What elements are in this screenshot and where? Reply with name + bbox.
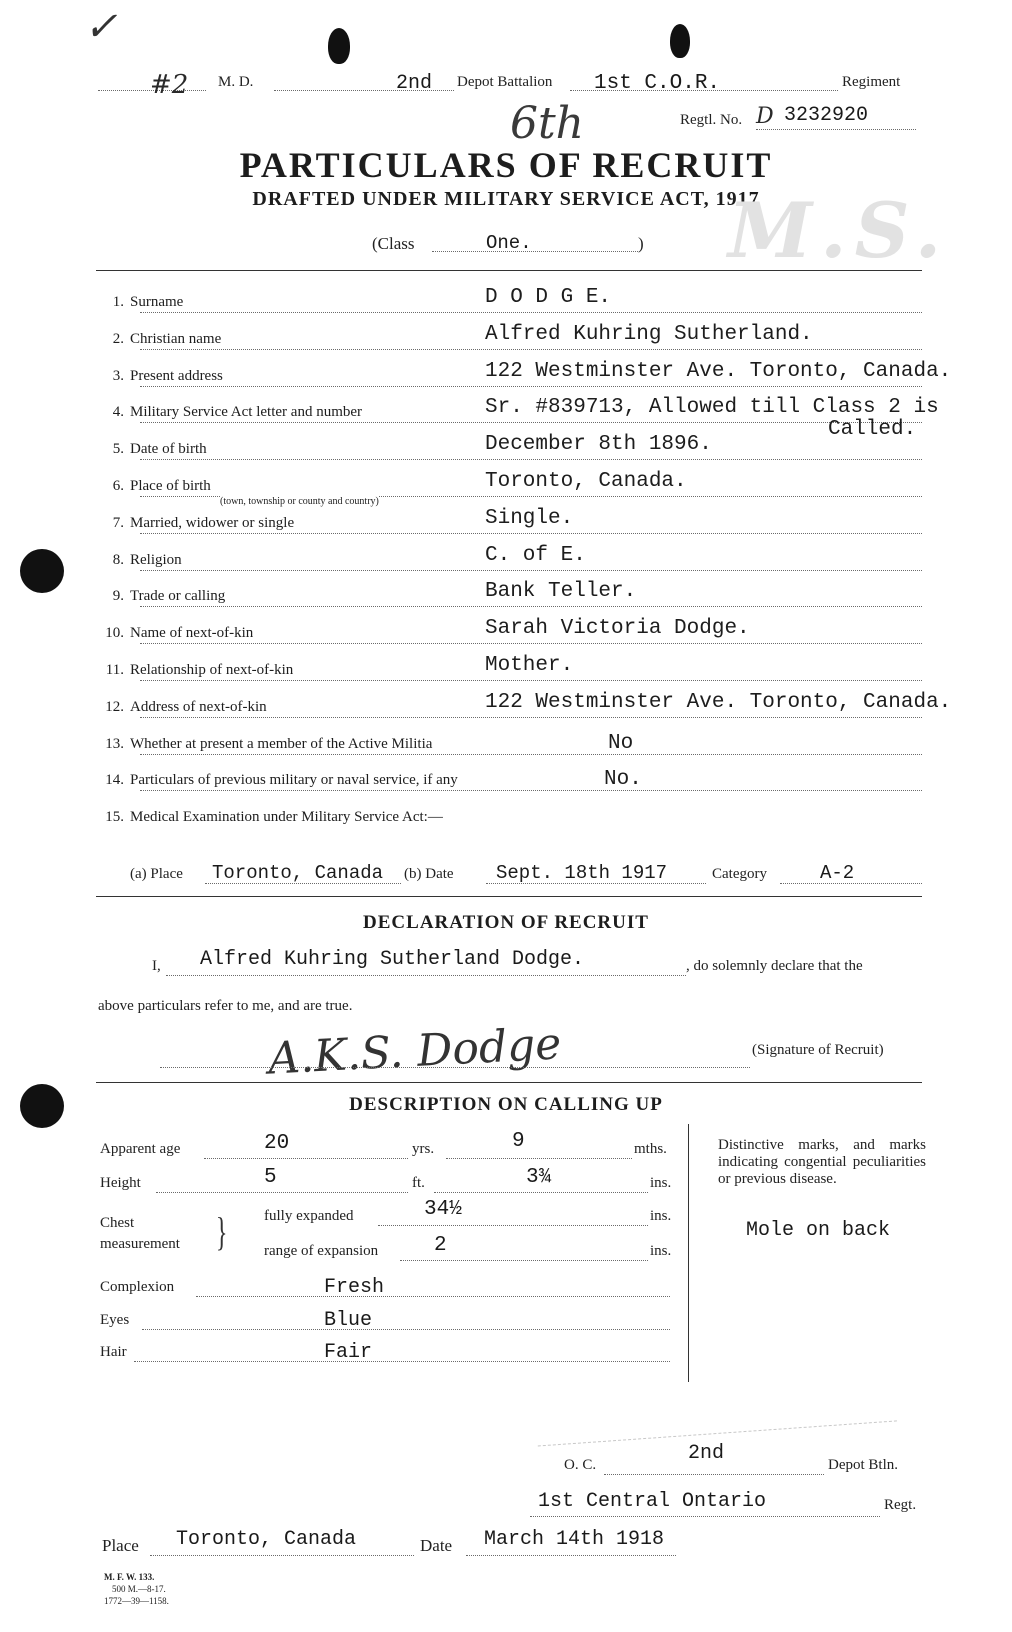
hair-dotted-line	[134, 1361, 670, 1362]
regiment-value: 1st C.O.R.	[594, 72, 721, 95]
field-dotted-line	[140, 754, 922, 755]
field-label	[98, 552, 184, 569]
field-label	[98, 441, 209, 458]
medical-date-label: (b) Date	[404, 866, 454, 882]
field-label	[98, 331, 223, 348]
field-dotted-line	[140, 422, 922, 423]
field-label-text: Name of next-of-kin	[130, 625, 254, 641]
md-label: M. D.	[218, 74, 254, 90]
field-dotted-line	[140, 349, 922, 350]
height-in-dotted-line	[434, 1192, 648, 1193]
declaration-rule	[96, 1082, 922, 1083]
footer-place-dotted-line	[150, 1555, 414, 1556]
medical-date-value: Sept. 18th 1917	[496, 862, 668, 884]
field-label-text: Present address	[130, 368, 223, 384]
ft-label: ft.	[412, 1175, 425, 1191]
field-label	[98, 478, 213, 495]
footer-place-value: Toronto, Canada	[176, 1528, 357, 1551]
field-label-text: Particulars of previous military or naval service, if any	[130, 772, 458, 788]
height-ft-dotted-line	[156, 1192, 408, 1193]
corner-check-mark: ✓	[84, 4, 118, 50]
field-value: Toronto, Canada.	[485, 470, 687, 493]
field-number: 14.	[105, 772, 124, 788]
field-label	[98, 736, 434, 753]
age-months: 9	[512, 1130, 525, 1153]
field-label-text: Relationship of next-of-kin	[130, 662, 294, 678]
header-rule	[96, 270, 922, 271]
medical-category-label: Category	[712, 866, 767, 882]
medical-place-label: (a) Place	[130, 866, 183, 882]
declaration-line2: above particulars refer to me, and are true.	[98, 998, 353, 1014]
chest-brace: }	[215, 1209, 228, 1254]
field-number: 2.	[112, 331, 124, 347]
medical-rule	[96, 896, 922, 897]
footer-date-dotted-line	[466, 1555, 676, 1556]
hair-label: Hair	[100, 1344, 127, 1360]
age-years: 20	[264, 1132, 290, 1155]
officer-regt-dotted-line	[530, 1516, 880, 1517]
fully-label: fully expanded	[264, 1208, 354, 1224]
field-value: Alfred Kuhring Sutherland.	[485, 323, 813, 346]
field-dotted-line	[140, 606, 922, 607]
field-value: Sarah Victoria Dodge.	[485, 617, 750, 640]
field-label-text: Married, widower or single	[130, 515, 295, 531]
declaration-prefix: I,	[152, 958, 161, 974]
oc-label: O. C.	[564, 1457, 597, 1473]
regtl-dotted-line	[756, 129, 916, 130]
field-value: C. of E.	[485, 544, 586, 567]
field-dotted-line	[140, 680, 922, 681]
field-number: 8.	[112, 552, 124, 568]
age-months-dotted-line	[446, 1158, 632, 1159]
field-label-text: Trade or calling	[130, 588, 226, 604]
field-label	[98, 588, 227, 605]
declaration-name: Alfred Kuhring Sutherland Dodge.	[200, 948, 585, 971]
form-line3: 1772—39—1158.	[104, 1596, 169, 1606]
field-label	[98, 772, 460, 789]
field-value: No.	[604, 768, 642, 791]
field-label-text: Medical Examination under Military Service Act:—	[130, 809, 443, 825]
complexion-label: Complexion	[100, 1279, 175, 1295]
faded-stamp: M.S.	[728, 186, 950, 275]
officer-scribble	[535, 1381, 897, 1446]
regtl-label: Regtl. No.	[680, 112, 743, 128]
regiment-label: Regiment	[842, 74, 901, 90]
ins-label-fully: ins.	[650, 1208, 672, 1224]
field-number: 9.	[112, 588, 124, 604]
field-dotted-line	[140, 533, 922, 534]
footer-date-label: Date	[420, 1536, 453, 1555]
yrs-label: yrs.	[412, 1141, 435, 1157]
field-label-text: Religion	[130, 552, 182, 568]
ink-blot-left	[328, 28, 350, 64]
mths-label: mths.	[634, 1141, 667, 1157]
medical-place-value: Toronto, Canada	[212, 862, 384, 884]
field-label-text: Whether at present a member of the Active Militia	[130, 736, 433, 752]
eyes-value: Blue	[324, 1309, 373, 1332]
age-label: Apparent age	[100, 1141, 181, 1157]
field-dotted-line	[140, 459, 922, 460]
field-label	[98, 625, 255, 642]
field-value: D O D G E.	[485, 286, 612, 309]
complexion-value: Fresh	[324, 1276, 385, 1299]
field-label	[98, 515, 296, 532]
hair-value: Fair	[324, 1341, 373, 1364]
field-value: No	[608, 732, 634, 755]
field-value-continued: Called.	[828, 418, 917, 441]
height-ft: 5	[264, 1166, 277, 1189]
depot-value: 2nd	[396, 72, 433, 95]
field-label	[98, 404, 364, 421]
officer-depot-value: 2nd	[688, 1442, 725, 1465]
field-value: Mother.	[485, 654, 574, 677]
field-value: December 8th 1896.	[485, 433, 712, 456]
field-value: 122 Westminster Ave. Toronto, Canada.	[485, 360, 952, 383]
officer-regt-label: Regt.	[884, 1497, 917, 1513]
range-value: 2	[434, 1234, 447, 1257]
field-number: 15.	[105, 809, 124, 825]
signature: A.K.S. Dodge	[266, 1018, 563, 1085]
fully-value: 34½	[424, 1198, 462, 1221]
field-number: 12.	[105, 699, 124, 715]
field-label-text: Address of next-of-kin	[130, 699, 267, 715]
field-label	[98, 294, 185, 311]
field-number: 11.	[105, 662, 124, 678]
field-number: 10.	[105, 625, 124, 641]
margin-note: 6th	[510, 98, 585, 149]
complexion-dotted-line	[196, 1296, 670, 1297]
medical-category-value: A-2	[820, 862, 855, 884]
field-label-text: Date of birth	[130, 441, 207, 457]
officer-depot-label: Depot Btln.	[828, 1457, 898, 1473]
signature-dotted-line	[160, 1067, 750, 1068]
depot-label: Depot Battalion	[457, 74, 553, 90]
field-number: 1.	[112, 294, 124, 310]
class-label-close: )	[638, 234, 644, 253]
field-number: 3.	[112, 368, 124, 384]
field-value: Sr. #839713, Allowed till Class 2 is	[485, 396, 939, 419]
form-title: PARTICULARS OF RECRUIT	[239, 145, 773, 185]
range-dotted-line	[400, 1260, 648, 1261]
field-sublabel: (town, township or county and country)	[220, 496, 379, 507]
field-label-text: Christian name	[130, 331, 222, 347]
field-value: 122 Westminster Ave. Toronto, Canada.	[485, 691, 952, 714]
field-number: 13.	[105, 736, 124, 752]
ins-label-range: ins.	[650, 1243, 672, 1259]
form-code: M. F. W. 133.	[104, 1572, 155, 1582]
description-heading: DESCRIPTION ON CALLING UP	[349, 1094, 663, 1115]
eyes-label: Eyes	[100, 1312, 130, 1328]
distinctive-marks-label: Distinctive marks, and marks indicating congential peculiarities or previous disease.	[718, 1137, 926, 1187]
punch-hole-top	[20, 549, 64, 593]
declaration-suffix: , do solemnly declare that the	[686, 958, 863, 974]
field-label	[98, 699, 269, 716]
age-years-dotted-line	[204, 1158, 408, 1159]
field-label	[98, 662, 295, 679]
field-number: 4.	[112, 404, 124, 420]
description-divider	[688, 1124, 689, 1382]
field-dotted-line	[140, 312, 922, 313]
field-label-text: Military Service Act letter and number	[130, 404, 363, 420]
field-dotted-line	[140, 717, 922, 718]
field-number: 5.	[112, 441, 124, 457]
chest-label-1: Chest	[100, 1215, 135, 1231]
field-label	[98, 368, 225, 385]
height-label: Height	[100, 1175, 141, 1191]
field-dotted-line	[140, 386, 922, 387]
officer-regt-value: 1st Central Ontario	[538, 1490, 767, 1513]
field-label	[98, 809, 445, 826]
oc-dotted-line	[604, 1474, 824, 1475]
fully-dotted-line	[378, 1225, 648, 1226]
class-value: One.	[486, 232, 532, 254]
height-in: 3¾	[526, 1166, 552, 1189]
field-dotted-line	[140, 790, 922, 791]
footer-date-value: March 14th 1918	[484, 1528, 665, 1551]
distinctive-marks-value: Mole on back	[746, 1219, 891, 1242]
field-value: Single.	[485, 507, 574, 530]
signature-label: (Signature of Recruit)	[752, 1042, 884, 1058]
field-number: 7.	[112, 515, 124, 531]
field-label-text: Surname	[130, 294, 184, 310]
declaration-name-dotted-line	[166, 975, 686, 976]
regtl-prefix: D	[756, 104, 774, 129]
field-label-text: Place of birth	[130, 478, 211, 494]
chest-label-2: measurement	[100, 1236, 180, 1252]
declaration-heading: DECLARATION OF RECRUIT	[363, 912, 649, 933]
ink-blot-right	[670, 24, 690, 58]
regtl-value: 3232920	[784, 104, 869, 127]
field-number: 6.	[112, 478, 124, 494]
form-line2: 500 M.—8-17.	[112, 1584, 166, 1594]
field-value: Bank Teller.	[485, 580, 637, 603]
field-dotted-line	[140, 570, 922, 571]
md-number: #2	[150, 70, 189, 100]
ins-label-height: ins.	[650, 1175, 672, 1191]
field-dotted-line	[140, 643, 922, 644]
range-label: range of expansion	[264, 1243, 379, 1259]
footer-place-label: Place	[102, 1536, 139, 1555]
eyes-dotted-line	[142, 1329, 670, 1330]
form-subtitle: DRAFTED UNDER MILITARY SERVICE ACT, 1917	[252, 188, 760, 210]
class-dotted-line	[432, 251, 638, 252]
class-label-open: (Class	[372, 234, 415, 253]
